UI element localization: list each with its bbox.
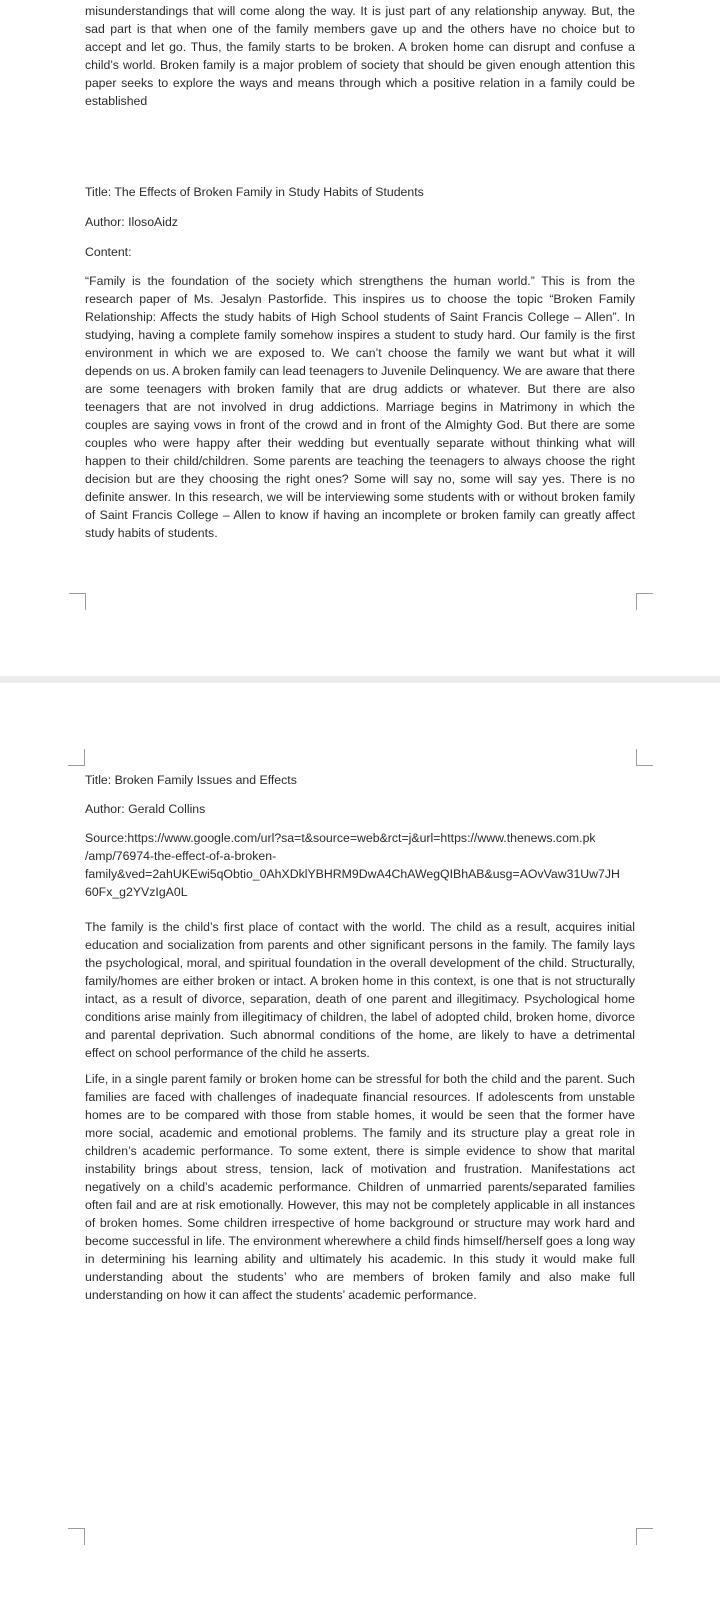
document-page-2 — [0, 683, 720, 1600]
content-label: Content: — [85, 245, 132, 259]
body-paragraph-2: Life, in a single parent family or broken home can be stressful for both the child and the parent. Such families are faced with challenges of inadequate financial resources. If adolescents from unstable homes are to be compared with those from stable homes, it would be seen that the former have more social, academic and emotional problems. The family and its structure play a great role in children’s academic performance. To some extent, there is simple evidence to show that marital instability brings about stress, tension, lack of motivation and frustration. Manifestations act negatively on a child’s academic performance. Children of unmarried parents/separated families often fail and are at risk emotionally. However, this may not be completely applicable in all instances of broken homes. Some children irrespective of home background or structure may work hard and become successful in life. The environment wherewhere a child finds himself/herself goes a long way in determining his learning ability and ultimately his academic. In this study it would make full understanding about the students’ who are members of broken family and also make full understanding on how it can affect the students’ academic performance. — [85, 1072, 635, 1302]
margin-corner-mark — [68, 1528, 85, 1545]
margin-corner-mark — [636, 1528, 653, 1545]
intro-paragraph-tail: misunderstandings that will come along the way. It is just part of any relationship anyway. But, the sad part is that when one of the family members gave up and the others have no choice but to accept and let go. Thus, the family starts to be broken. A broken home can disrupt and confuse a child’s world. Broken family is a major problem of society that should be given enough attention this paper seeks to explore the ways and means through which a positive relation in a family could be established — [85, 4, 635, 108]
entry-author: Author: Gerald Collins — [85, 802, 206, 816]
page-break-separator — [0, 676, 720, 683]
source-url: Source:https://www.google.com/url?sa=t&source=web&rct=j&url=https://www.thenews.com.pk /amp/76974-the-effect-of-a-broken- family&ved=2ahUKEwi5qObtio_0AhXDklYBHRM9DwA4ChAWegQIBhAB&usg=AOvVaw31Uw7JH 60Fx_g2YVzIgA0L — [85, 831, 620, 899]
entry-title: Title: The Effects of Broken Family in Study Habits of Students — [85, 185, 424, 199]
margin-corner-mark — [69, 593, 86, 610]
body-paragraph-1: The family is the child’s first place of contact with the world. The child as a result, acquires initial education and socialization from parents and other significant persons in the family. The family lays the psychological, moral, and spiritual foundation in the overall development of the child. Structurally, family/homes are either broken or intact. A broken home in this context, is one that is not structurally intact, as a result of divorce, separation, death of one parent and illegitimacy. Psychological home conditions arise mainly from illegitimacy of children, the label of adopted child, broken home, divorce and parental deprivation. Such abnormal conditions of the home, are likely to have a detrimental effect on school performance of the child he asserts. — [85, 920, 635, 1060]
margin-corner-mark — [636, 749, 653, 766]
document-page-1 — [0, 0, 720, 676]
margin-corner-mark — [68, 749, 85, 766]
content-body-paragraph: “Family is the foundation of the society which strengthens the human world.” This is from the research paper of Ms. Jesalyn Pastorfide. This inspires us to choose the topic “Broken Family Relationship: Affects the study habits of High School students of Saint Francis College – Allen”. In studying, having a complete family somehow inspires a student to study hard. Our family is the first environment in which we are exposed to. We can’t choose the family we want but what it will depends on us. A broken family can lead teenagers to Juvenile Delinquency. We are aware that there are some teenagers with broken family that are drug addicts or whatever. But there are also teenagers that are not involved in drug addictions. Marriage begins in Matrimony in which the couples are saying vows in front of the crowd and in front of the Almighty God. But there are some couples who were happy after their wedding but eventually separate without thinking what will happen to their child/children. Some parents are teaching the teenagers to always choose the right decision but are they choosing the right ones? Some will say no, some will say yes. There is no definite answer. In this research, we will be interviewing some students with or without broken family of Saint Francis College – Allen to know if having an incomplete or broken family can greatly affect study habits of students. — [85, 274, 635, 540]
entry-title: Title: Broken Family Issues and Effects — [85, 773, 297, 787]
margin-corner-mark — [636, 593, 653, 610]
entry-author: Author: IlosoAidz — [85, 215, 178, 229]
